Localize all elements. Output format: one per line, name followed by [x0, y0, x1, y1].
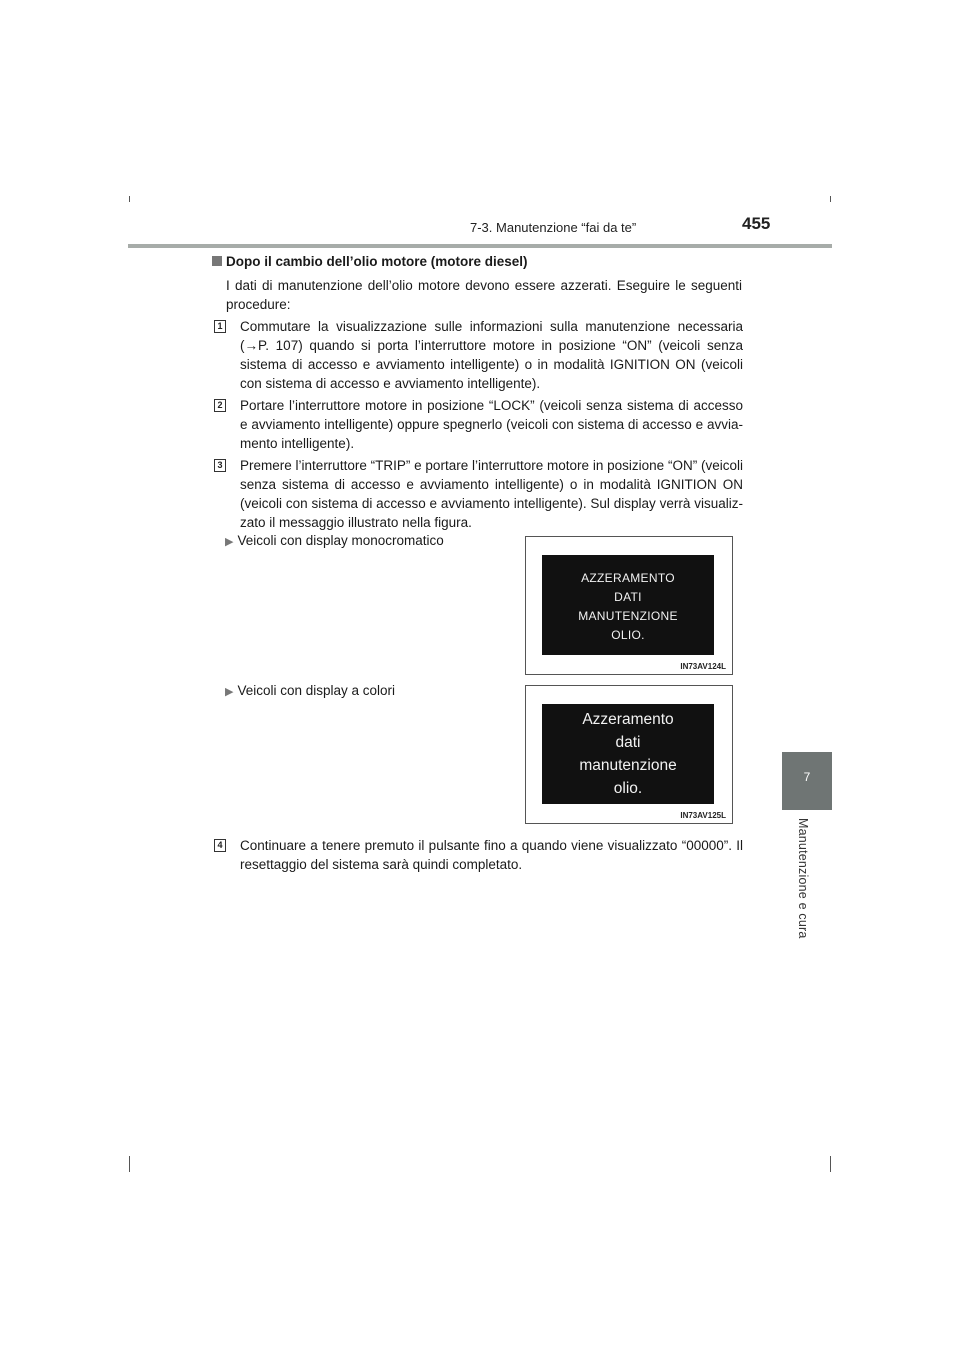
header-divider	[128, 244, 832, 248]
mono-display-screen	[542, 555, 714, 655]
chapter-number: 7	[803, 770, 811, 784]
page-number: 455	[742, 214, 771, 233]
crop-mark	[129, 196, 130, 202]
display-line: DATI	[614, 590, 642, 604]
step-number-1: 1	[214, 320, 226, 333]
step-3-text: Premere l’interruttore “TRIP” e portare l’interruttore motore in posizione “ON” (veicoli senza sistema di accesso e avviamento intelligente) o in modalità IGNITION ON (veicoli con sistema di accesso e avviamento intelligente). Sul display verrà visualiz-zato il messaggio illustrato nella figura.	[240, 458, 743, 530]
step-number-2: 2	[214, 399, 226, 412]
crop-mark	[830, 1156, 831, 1172]
step-1-text: Commutare la visualizzazione sulle informazioni sulla manutenzione necessaria (→P. 107) quando si porta l’interruttore motore in posizione “ON” (veicoli senza sistema di accesso e avviamento intelligente) o in modalità IGNITION ON (veicoli con sistema di accesso e avviamento intelligente).	[240, 319, 743, 391]
caption-text: Veicoli con display monocromatico	[237, 533, 444, 548]
display-line: manutenzione	[579, 757, 677, 774]
chapter-label: Manutenzione e cura	[796, 818, 810, 939]
crop-mark	[129, 1156, 130, 1172]
figure-caption-mono	[225, 533, 444, 548]
figure-code: IN73AV125L	[680, 811, 726, 820]
heading-text: Dopo il cambio dell’olio motore (motore diesel)	[226, 254, 528, 269]
intro-paragraph: I dati di manutenzione dell’olio motore devono essere azzerati. Eseguire le seguenti procedure:	[226, 278, 742, 312]
color-display-screen	[542, 704, 714, 804]
section-heading	[212, 254, 528, 269]
figure-code: IN73AV124L	[680, 662, 726, 671]
display-line: Azzeramento	[582, 711, 674, 728]
step-2-text: Portare l’interruttore motore in posizione “LOCK” (veicoli senza sistema di accesso e avviamento intelligente) oppure spegnerlo (veicoli con sistema di accesso e avvia-mento intelligente).	[240, 398, 743, 451]
figure-color-display	[525, 685, 733, 824]
display-line: AZZERAMENTO	[581, 571, 675, 585]
step-4-text: Continuare a tenere premuto il pulsante fino a quando viene visualizzato “00000”. Il resettaggio del sistema sarà quindi completato.	[240, 838, 743, 872]
step-number-3: 3	[214, 459, 226, 472]
display-line: dati	[615, 734, 641, 751]
display-line: olio.	[613, 780, 643, 797]
display-line: MANUTENZIONE	[578, 609, 678, 623]
figure-caption-color	[225, 683, 395, 698]
chapter-tab	[782, 752, 832, 810]
caption-text: Veicoli con display a colori	[237, 683, 396, 698]
crop-mark	[830, 196, 831, 202]
step-number-4: 4	[214, 839, 226, 852]
figure-mono-display	[525, 536, 733, 675]
section-title: 7-3. Manutenzione “fai da te”	[470, 220, 637, 235]
square-bullet-icon	[212, 256, 222, 266]
display-line: OLIO.	[611, 628, 645, 642]
triangle-bullet-icon: ▶	[225, 686, 234, 698]
triangle-bullet-icon: ▶	[225, 536, 234, 548]
